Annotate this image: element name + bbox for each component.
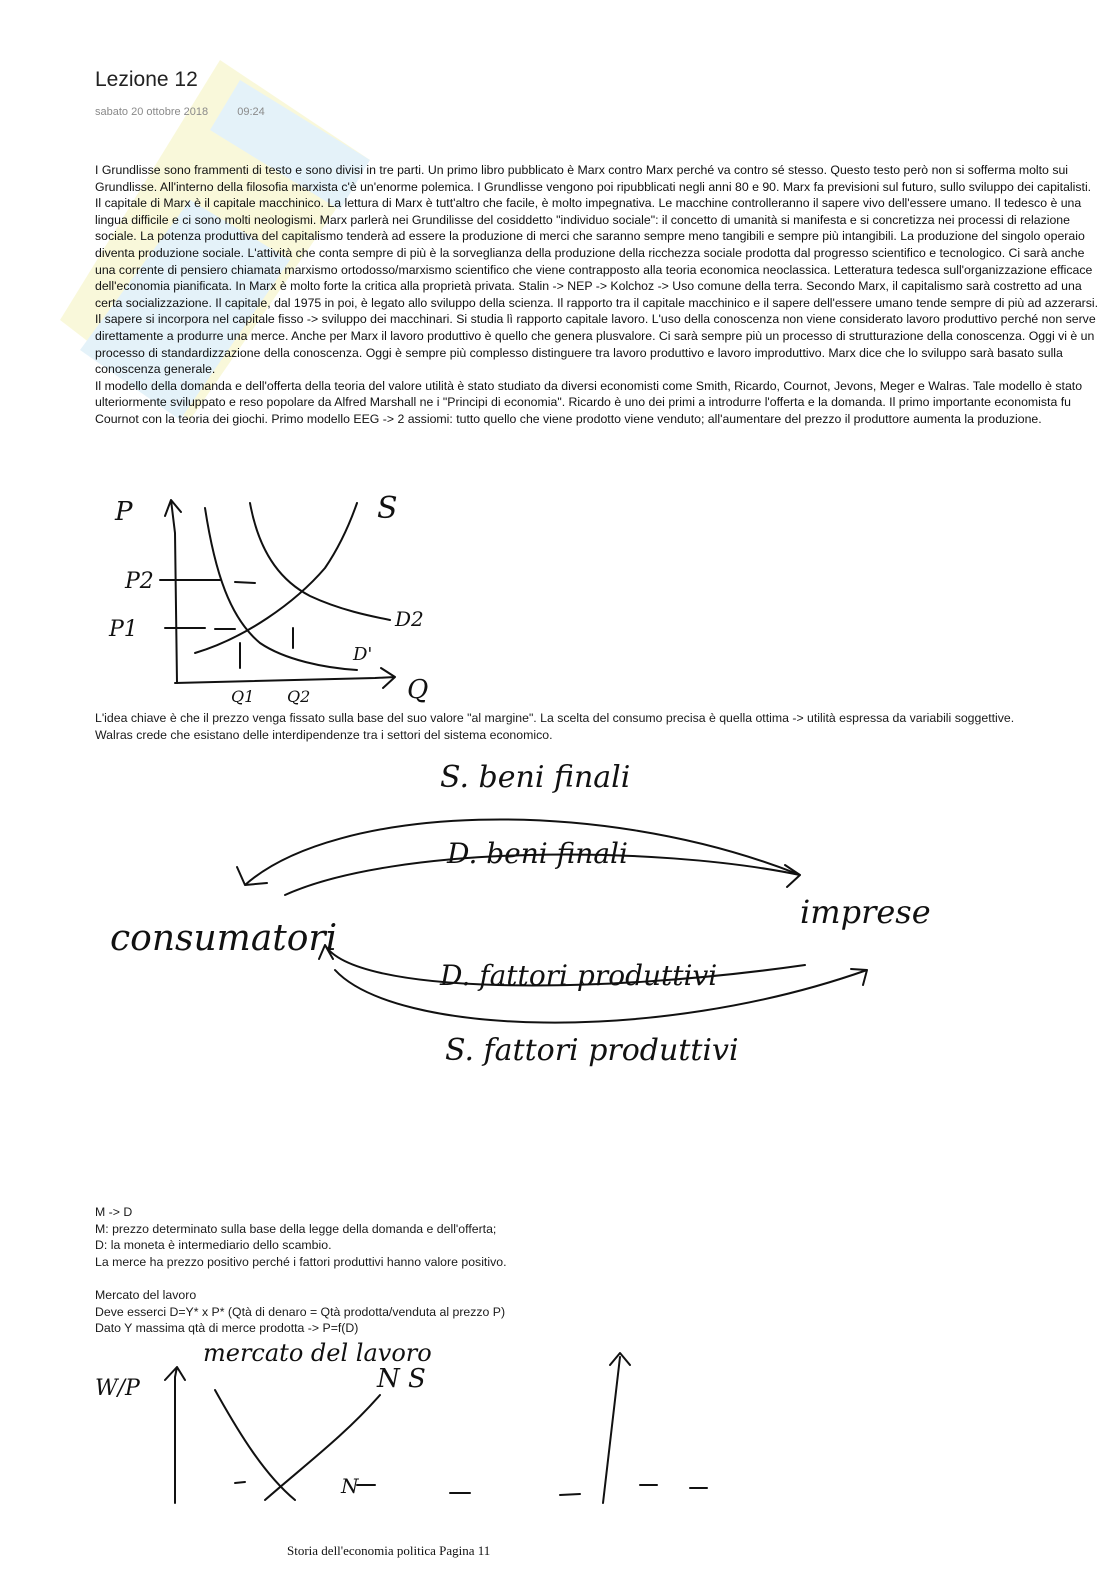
page-time: 09:24: [237, 106, 265, 118]
labour-title: mercato del lavoro: [203, 1339, 432, 1367]
label-d2: D2: [395, 607, 424, 631]
label-bottom-inner: D. fattori produttivi: [440, 959, 718, 992]
note-line-1: M -> D: [95, 1205, 133, 1219]
price-axis: [165, 500, 181, 683]
demand-curve-d2: [250, 503, 390, 620]
paragraph-walras: Walras crede che esistano delle interdipendenze tra i settori del sistema economico.: [95, 727, 553, 742]
label-q: Q: [407, 675, 429, 705]
circular-flow-sketch: [95, 745, 975, 1085]
page-footer: Storia dell'economia politica Pagina 11: [287, 1543, 491, 1558]
quantity-axis: [175, 668, 395, 688]
note-line-7: Dato Y massima qtà di merce prodotta -> P=f(D): [95, 1321, 359, 1336]
label-bottom-outer: S. fattori produttivi: [445, 1033, 739, 1068]
note-line-6: Deve esserci D=Y* x P* (Qtà di denaro = Qtà prodotta/venduta al prezzo P): [95, 1304, 506, 1319]
note-line-2: M: prezzo determinato sulla base della legge della domanda e dell'offerta;: [95, 1221, 497, 1236]
label-firms: imprese: [800, 893, 931, 931]
body-text-2: [95, 710, 1100, 743]
label-p1: P1: [109, 617, 138, 642]
labour-y-label: W/P: [95, 1376, 140, 1401]
labour-y-axis: [165, 1367, 185, 1503]
note-line-5: Mercato del lavoro: [95, 1287, 197, 1302]
labour-dash-4: [560, 1494, 580, 1495]
labour-n-mark: N: [341, 1474, 359, 1498]
label-s: S: [377, 491, 398, 526]
label-top-outer: S. beni finali: [440, 760, 631, 795]
labour-dash-1: [235, 1482, 245, 1483]
notes-text: [95, 1204, 1100, 1337]
label-p: P: [115, 497, 133, 527]
labour-curve-label: N S: [377, 1364, 426, 1394]
paragraph-supply-demand: Il modello della domanda e dell'offerta della teoria del valore utilità è stato studiato da diversi economisti come Smith, Ricardo, Cournot, Jevons, Meger e Walras. Tale modello è stato ulteriormente sviluppato e reso popolare da Alfred Marshall ne i "Principi di economia". Ricardo è uno dei primi a introdurre l'offerta e la domanda. Il primo importante economista fu Cournot con la teoria dei giochi. Primo modello EEG -> 2 assiomi: tutto quello che viene prodotto viene venduto; all'aumentare del prezzo il produttore aumenta la produzione.: [95, 378, 1083, 426]
page-meta: [95, 106, 265, 118]
label-p2: P2: [125, 569, 154, 594]
supply-curve: [195, 503, 357, 653]
demand-curve-d1: [205, 508, 357, 670]
label-q2: Q2: [287, 687, 311, 706]
label-q1: Q1: [231, 687, 255, 706]
note-line-3: D: la moneta è intermediario dello scambio.: [95, 1238, 332, 1253]
labour-market-sketch: [95, 1335, 735, 1507]
page-title: Lezione 12: [95, 68, 198, 91]
paragraph-margin: L'idea chiave è che il prezzo venga fissato sulla base del suo valore "al margine". La scelta del consumo precisa è quella ottima -> utilità espressa da variabili soggettive.: [95, 711, 1015, 725]
page-date: sabato 20 ottobre 2018: [95, 106, 209, 118]
paragraph-grundrisse: I Grundlisse sono frammenti di testo e sono divisi in tre parti. Un primo libro pubblicato è Marx contro Marx perché va contro sé stesso. Questo testo però non si sofferma molto sui Grundlisse. All'interno della filosofia marxista c'è un'enorme polemica. I Grundlisse vengono poi ripubblicati negli anni 80 e 90. Marx fa previsioni sul futuro, sullo sviluppo dei capitalisti. Il capitale di Marx è il capitale macchinico. La lettura di Marx è tutt'altro che facile, è molto impegnativa. Le macchine controlleranno il sapere vivo dell'essere umano. Il tedesco è una lingua difficile e ci sono molti neologismi. Marx parlerà nei Grundilisse del cosiddetto "individuo sociale": il concetto di umanità si manifesta e si concretizza nei processi di relazione sociale. La potenza produttiva del capitalismo tenderà ad essere la produzione di merci che saranno sempre meno tangibili e sempre più intangibili. La produzione del singolo operaio diventa produzione sociale. L'attività che conta sempre di più è la sorveglianza della produzione della ricchezza sociale prodotta dal progresso scientifico e tecnologico. Ci sarà anche una corrente di pensiero chiamata marxismo ortodosso/marxismo scientifico che viene contrapposto alla teoria economica neoclassica. Letteratura tedesca sull'organizzazione efficace dell'economia pianificata. In Marx è molto forte la critica alla proprietà privata. Stalin -> NEP -> Kolchoz -> Uso comune della terra. Secondo Marx, il capitalismo sarà costretto ad una certa socializzazione. Il capitale, dal 1975 in poi, è legato allo sviluppo della scienza. Il rapporto tra il capitale macchinico e il sapere dell'essere umano tende sempre di più ad azzerarsi. Il sapere si incorpora nel capitale fisso -> sviluppo dei macchinari. Si studia lì rapporto capitale lavoro. L'uso della conoscenza non viene considerato lavoro produttivo perché non serve direttamente a produrre una merce. Anche per Marx il lavoro produttivo è quello che genera plusvalore. Ci sarà sempre più un processo di strutturazione della conoscenza. Oggi vi è un processo di standardizzazione della conoscenza. Oggi è sempre più complesso distinguere tra lavoro produttivo e lavoro improduttivo. Marx dice che lo sviluppo sarà basato sulla conoscenza generale.: [95, 163, 1099, 377]
body-text: [95, 162, 1100, 428]
note-line-4: La merce ha prezzo positivo perché i fattori produttivi hanno valore positivo.: [95, 1254, 507, 1269]
supply-demand-sketch: [95, 478, 455, 710]
label-top-inner: D. beni finali: [447, 837, 628, 870]
p2-guide-dash: [235, 582, 255, 583]
label-d1: D': [353, 644, 373, 665]
right-axis: [603, 1353, 630, 1503]
label-consumers: consumatori: [110, 918, 338, 959]
